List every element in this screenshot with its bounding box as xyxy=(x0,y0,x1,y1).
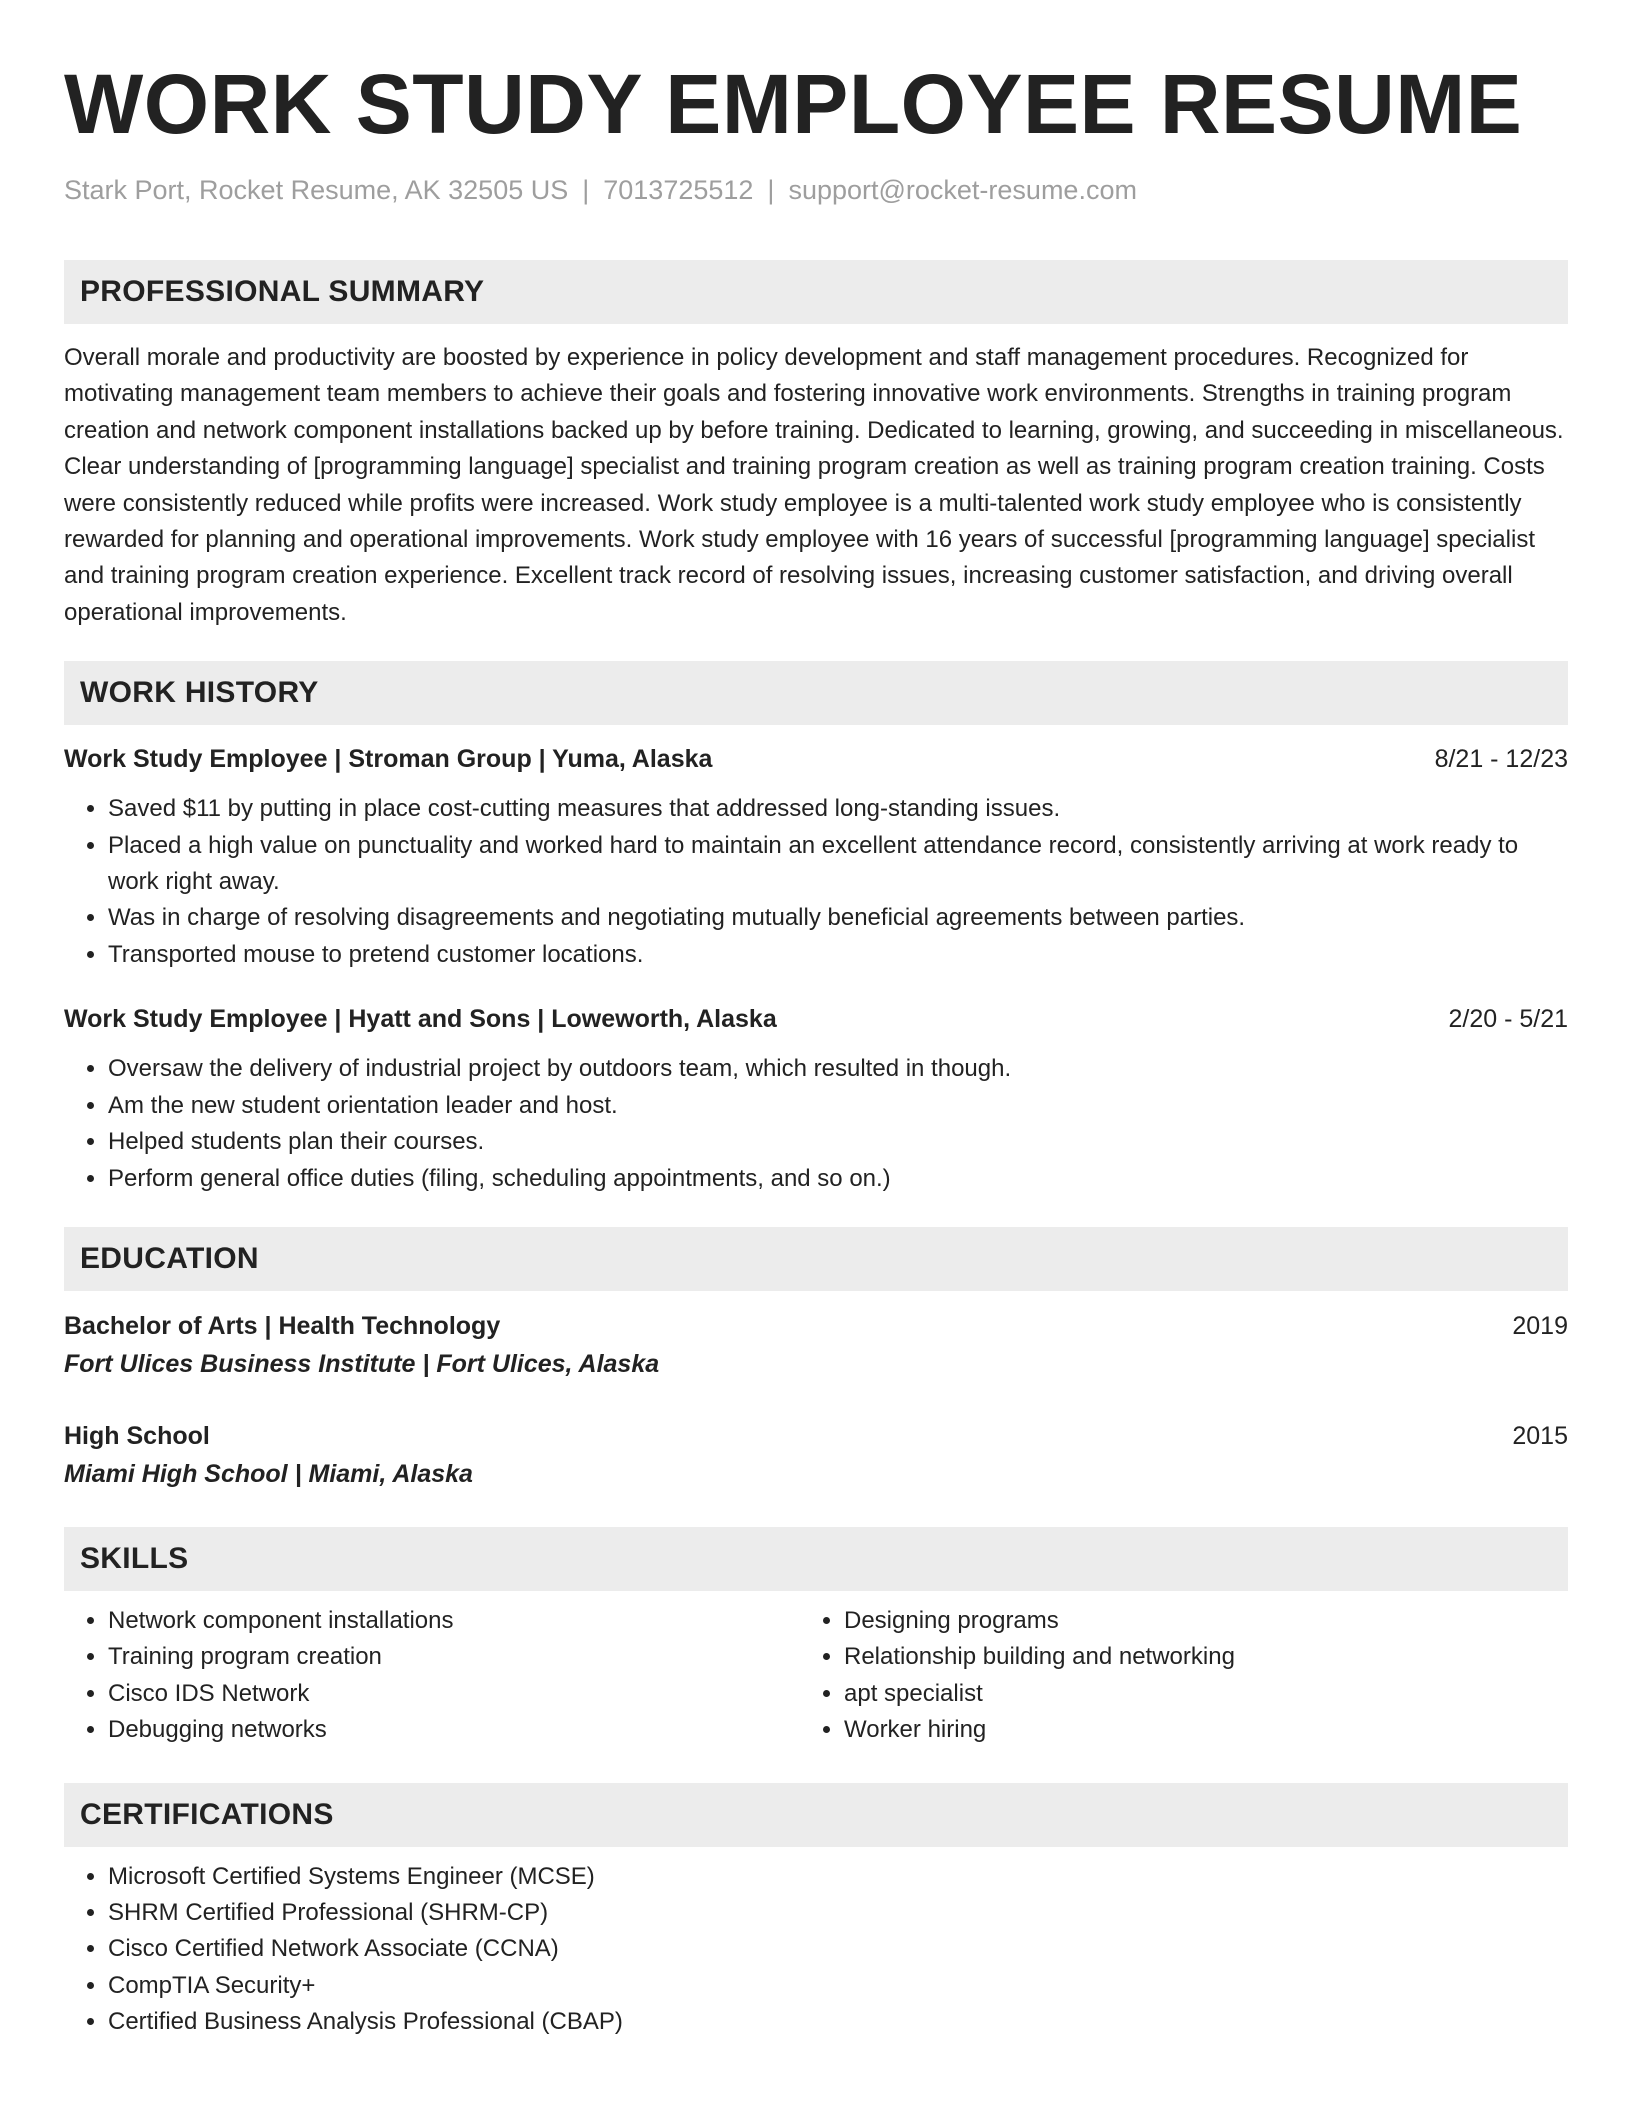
job-bullet: • Am the new student orientation leader and host. xyxy=(108,1088,1568,1124)
certifications-list xyxy=(64,1859,1568,2041)
education-header xyxy=(64,1417,1568,1455)
education-year: 2015 xyxy=(1512,1421,1568,1450)
job-bullet: • Saved $11 by putting in place cost-cutting measures that addressed long-standing issues. xyxy=(108,791,1568,827)
job-title: Work Study Employee | Stroman Group | Yuma, Alaska xyxy=(64,745,713,774)
job-bullet: • Oversaw the delivery of industrial project by outdoors team, which resulted in though. xyxy=(108,1051,1568,1087)
skill-item: • apt specialist xyxy=(844,1676,1536,1712)
job-dates: 2/20 - 5/21 xyxy=(1448,1005,1568,1034)
resume-title: WORK STUDY EMPLOYEE RESUME xyxy=(64,57,1523,151)
education-section xyxy=(64,1227,1568,1493)
skill-item: • Designing programs xyxy=(844,1603,1536,1639)
job-title: Work Study Employee | Hyatt and Sons | Loweworth, Alaska xyxy=(64,1005,777,1034)
skills-column-right xyxy=(800,1603,1536,1749)
contact-phone: 7013725512 xyxy=(603,175,754,205)
skills-section xyxy=(64,1527,1568,1749)
education-year: 2019 xyxy=(1512,1311,1568,1340)
education-heading: EDUCATION xyxy=(64,1227,1568,1291)
education-school: Fort Ulices Business Institute | Fort Ulices, Alaska xyxy=(64,1349,660,1378)
skill-item: • Debugging networks xyxy=(108,1712,800,1748)
job-bullet: • Helped students plan their courses. xyxy=(108,1124,1568,1160)
skill-item: • Training program creation xyxy=(108,1639,800,1675)
contact-separator: | xyxy=(767,175,775,205)
work-history-heading: WORK HISTORY xyxy=(64,661,1568,725)
skills-heading: SKILLS xyxy=(64,1527,1568,1591)
summary-text: Overall morale and productivity are boosted by experience in policy development and staff management procedures. Recognized for motivating management team members to achieve their goals and fostering innovative work environments. Strengths in training program creation and network component installations backed up by before training. Dedicated to learning, growing, and succeeding in miscellaneous. Clear understanding of [programming language] specialist and training program creation as well as training program creation training. Costs were consistently reduced while profits were increased. Work study employee is a multi-talented work study employee who is consistently rewarded for planning and operational improvements. Work study employee with 16 years of successful [programming language] specialist and training program creation experience. Excellent track record of resolving issues, increasing customer satisfaction, and driving overall operational improvements. xyxy=(64,344,1564,626)
contact-separator: | xyxy=(582,175,590,205)
job-bullet: • Perform general office duties (filing, scheduling appointments, and so on.) xyxy=(108,1161,1568,1197)
job-bullet: • Placed a high value on punctuality and worked hard to maintain an excellent attendance record, consistently arriving at work ready to work right away. xyxy=(108,828,1568,901)
job-bullet: • Was in charge of resolving disagreements and negotiating mutually beneficial agreements between parties. xyxy=(108,900,1568,936)
skills-column-left xyxy=(64,1603,800,1749)
work-history-section xyxy=(64,661,1568,1197)
summary-section xyxy=(64,260,1568,631)
contact-line xyxy=(64,172,1568,208)
education-entry xyxy=(64,1417,1568,1493)
education-entry xyxy=(64,1307,1568,1383)
contact-address: Stark Port, Rocket Resume, AK 32505 US xyxy=(64,175,569,205)
skill-item: • Cisco IDS Network xyxy=(108,1676,800,1712)
job-header xyxy=(64,1001,1568,1037)
certification-item: • Certified Business Analysis Professional (CBAP) xyxy=(108,2004,1568,2040)
skill-item: • Network component installations xyxy=(108,1603,800,1639)
skill-item: • Worker hiring xyxy=(844,1712,1536,1748)
job-header xyxy=(64,741,1568,777)
certification-item: • CompTIA Security+ xyxy=(108,1968,1568,2004)
certifications-heading: CERTIFICATIONS xyxy=(64,1783,1568,1847)
education-degree: Bachelor of Arts | Health Technology xyxy=(64,1311,501,1340)
education-header xyxy=(64,1307,1568,1345)
job-bullets xyxy=(64,1051,1568,1197)
certifications-section xyxy=(64,1783,1568,2041)
skill-item: • Relationship building and networking xyxy=(844,1639,1536,1675)
certification-item: • Microsoft Certified Systems Engineer (MCSE) xyxy=(108,1859,1568,1895)
certification-item: • SHRM Certified Professional (SHRM-CP) xyxy=(108,1895,1568,1931)
education-school: Miami High School | Miami, Alaska xyxy=(64,1459,473,1488)
job-entry xyxy=(64,741,1568,973)
certification-item: • Cisco Certified Network Associate (CCNA) xyxy=(108,1931,1568,1967)
education-degree: High School xyxy=(64,1421,210,1450)
job-entry xyxy=(64,1001,1568,1197)
summary-heading: PROFESSIONAL SUMMARY xyxy=(64,260,1568,324)
contact-email: support@rocket-resume.com xyxy=(788,175,1137,205)
job-bullets xyxy=(64,791,1568,973)
job-bullet: • Transported mouse to pretend customer locations. xyxy=(108,937,1568,973)
skills-grid xyxy=(64,1603,1568,1749)
job-dates: 8/21 - 12/23 xyxy=(1434,745,1568,774)
